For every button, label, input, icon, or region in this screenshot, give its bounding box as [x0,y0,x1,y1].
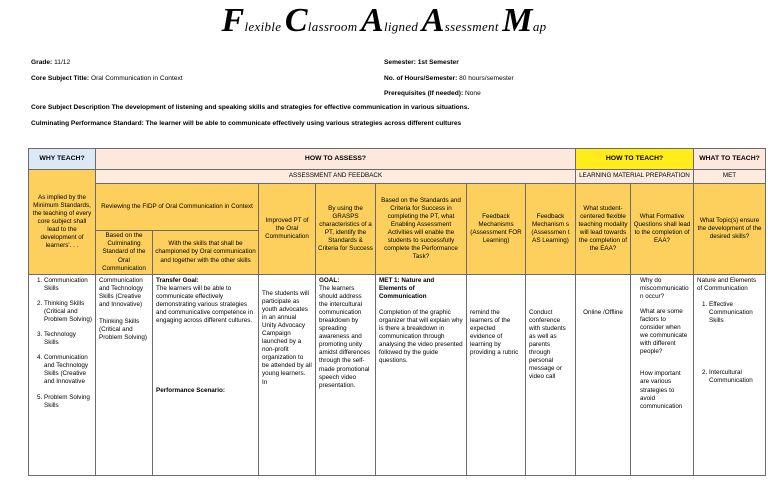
standards-criteria: Based on the Standards and Criteria for Success in completing the PT, what Enabling Assessment Activities will enable the students to successfully complete the Performance Task? [376,184,467,275]
with-skills: With the skills that shall be championed by Oral communication and together with the other skills [153,231,259,275]
formative-questions: What Formative Questions shall lead to the completion of EAA? [631,184,694,275]
learning-material-header: LEARNING MATERIAL PREPARATION [576,170,694,184]
subject-line: Core Subject Title: Oral Communication in Context [31,75,183,82]
topics-question: What Topic(s) ensure the development of the desired skills? [694,184,766,275]
list-item: 2. Intercultural Communication [709,369,762,385]
formative-list-cell [631,275,694,476]
list-item: 3. Technology Skills [44,331,92,347]
hours-line: No. of Hours/Semester: 80 hours/semester [384,75,514,82]
met1-cell [376,275,467,476]
title-word-5: Map [502,2,547,39]
how-to-assess-header: HOW TO ASSESS? [96,149,576,170]
performance-scenario-label: Performance Scenario: [156,387,225,395]
what-to-teach-header: WHAT TO TEACH? [694,149,766,170]
list-item: 1. Communication Skills [44,277,92,293]
why-description: As implied by the Minimum Standards, the teaching of every core subject shall lead to the development of learners'. . . [29,170,96,275]
title-word-2: Classroom [284,2,361,39]
grade-line: Grade: 11/12 [31,59,71,66]
transfer-goal-text: The learners will be able to communicate effectively demonstrating various strategies and communicative competence in engaging across different cultures. [156,285,253,325]
student-centered-modality: What student-centered flexible teaching modality will lead towards the completion of the EAA? [576,184,631,275]
met-header: MET [694,170,766,184]
culminating-standard: Culminating Performance Standard: The learner will be able to communicate effectively using various strategies across different cultures [31,120,462,127]
feedback-mechanisms-as: Feedback Mechanism s (Assessmen t AS Learning) [526,184,576,275]
fidp-review: Reviewing the FIDP of Oral Communication in Context [96,184,259,231]
why-teach-header: WHY TEACH? [29,149,96,170]
faam-table [28,148,766,476]
transfer-goal-cell [153,275,259,476]
students-cell [259,275,316,476]
title-word-4: Assessment [421,2,503,39]
goal-cell [316,275,376,476]
modality-text: Online /Offline [583,309,623,316]
goal-text: The learners should address the intercultural communication breakdown by spreading awareness and promoting unity amidst differences through the self-made promotional speech video presentation. [319,285,370,389]
conduct-cell [526,275,576,476]
based-on-culminating: Based on the Culminating Standard of the Oral Communication [96,231,153,275]
met1-text: Completion of the graphic organizer that will explain why is there a breakdown in communication through analysing the video presented followed by the guide questions. [379,309,463,365]
list-item: 5. Problem Solving Skills [44,394,92,410]
conduct-text: Conduct conference with students as well as parents through personal message or video call [529,309,566,381]
skill-creative: Communication and Technology Skills (Creative and Innovative) [99,277,143,309]
topics-cell [694,275,766,476]
title-word-3: Aligned [360,2,422,39]
improved-pt: Improved PT of the Oral Communication [259,184,316,275]
list-item: Why do miscommunicatio n occur? [640,277,689,301]
how-to-teach-header: HOW TO TEACH? [576,149,694,170]
list-item: What are some factors to consider when we communicate with different people? [640,308,688,356]
semester-line: Semester: 1st Semester [384,59,459,66]
remind-cell [467,275,526,476]
goal-label: GOAL: [319,277,340,284]
culminating-skills-cell [96,275,153,476]
prerequisites-line: Prerequisites (If needed): None [384,90,481,97]
skills-list-cell [29,275,96,476]
modality-cell [576,275,631,476]
students-text: The students will participate as youth advocates in an annual Unity Advocacy Campaign launched by a non-profit organization to be attended by all young learners. In [262,290,312,386]
list-item: 2. Thinking Skills (Critical and Problem Solving) [44,300,92,324]
remind-text: remind the learners of the expected evidence of learning by providing a rubric [470,309,519,357]
grasps-criteria: By using the GRASPS characteristics of a PT, identify the Standards & Criteria for Success [316,184,376,275]
core-subject-description: Core Subject Description The development of listening and speaking skills and strategies for effective communication in various situations. [31,104,470,111]
page-title [0,4,768,38]
skill-critical: Thinking Skills (Critical and Problem Solving) [99,318,147,342]
assessment-feedback-header: ASSESSMENT AND FEEDBACK [96,170,576,184]
list-item: How important are various strategies to avoid communication [640,370,683,410]
transfer-goal-label: Transfer Goal: [156,277,199,284]
title-word-1: Flexible [221,2,285,39]
feedback-mechanisms-for: Feedback Mechanisms (Assessment FOR Learning) [467,184,526,275]
list-item: 1. Effective Communication Skills [709,301,762,325]
list-item: 4. Communication and Technology Skills (Creative and Innovative [44,354,92,386]
topic-heading: Nature and Elements of Communication [697,277,757,293]
met1-label: MET 1: Nature and Elements of Communication [379,277,435,301]
